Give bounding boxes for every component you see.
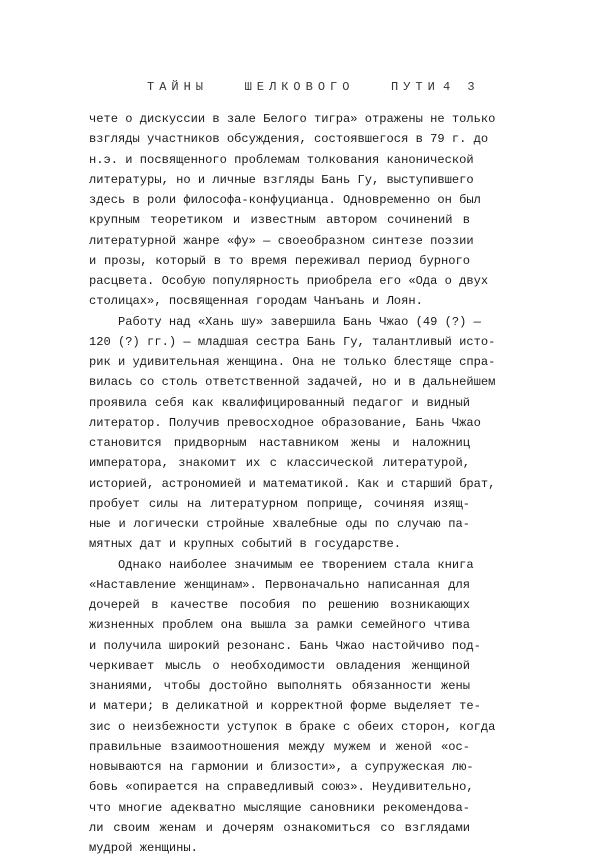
text-line: пробует силы на литературном поприще, сочиняя изящ- (89, 496, 470, 511)
body-text (89, 109, 496, 858)
text-line: ные и логически стройные хвалебные оды по случаю па- (89, 517, 470, 531)
text-line: крупным теоретиком и известным автором сочинений в (89, 213, 470, 228)
text-line: правильные взаимоотношения между мужем и женой «ос- (89, 739, 470, 754)
text-line: мятных дат и крупных событий в государстве. (89, 537, 402, 552)
text-line: новываются на гармонии и близости», а супружеская лю- (89, 760, 474, 774)
text-line: чете о дискуссии в зале Белого тигра» отражены не только (89, 112, 496, 126)
text-line: литератор. Получив превосходное образование, Бань Чжао (89, 415, 481, 430)
text-line: расцвета. Особую популярность приобрела его «Ода о двух (89, 274, 489, 288)
text-line: 120 (?) гг.) — младшая сестра Бань Гу, талантливый исто- (89, 334, 496, 349)
text-line: дочерей в качестве пособия по решению возникающих (89, 598, 470, 612)
text-line: императора, знакомит их с классической литературой, (89, 456, 470, 471)
running-head-title: ТАЙНЫ ШЕЛКОВОГО ПУТИ (147, 80, 440, 94)
text-line: зис о неизбежности уступок в браке с обеих сторон, когда (89, 719, 496, 734)
text-line: черкивает мысль о необходимости овладения женщиной (89, 658, 470, 673)
text-line: литературы, но и личные взгляды Бань Гу, выступившего (89, 172, 474, 187)
text-line: знаниями, чтобы достойно выполнять обязанности жены (89, 679, 470, 693)
text-line: и матери; в деликатной и корректной форме выделяет те- (89, 699, 481, 714)
text-line: и прозы, который в то время переживал период бурного (89, 253, 470, 268)
text-line: становится придворным наставником жены и наложниц (89, 436, 470, 450)
text-line: Однако наиболее значимым ее творением стала книга (118, 557, 474, 572)
text-line: ли своим женам и дочерям ознакомиться со взглядами (89, 820, 470, 835)
page-number: 4 3 (443, 80, 480, 94)
text-line: и получила широкий резонанс. Бань Чжао настойчиво под- (89, 638, 481, 653)
text-line: жизненных проблем она вышла за рамки семейного чтива (89, 618, 470, 633)
text-line: литературной жанре «фу» — своеобразном синтезе поэзии (89, 233, 474, 248)
text-line: мудрой женщины. (89, 841, 198, 855)
text-line: историей, астрономией и математикой. Как и старший брат, (89, 476, 496, 491)
text-line: н.э. и посвященного проблемам толкования канонической (89, 152, 474, 167)
text-line: взгляды участников обсуждения, состоявшегося в 79 г. до (89, 132, 489, 147)
text-line: бовь «опирается на справедливый союз». Неудивительно, (89, 780, 474, 795)
text-line: здесь в роли философа-конфуцианца. Одновременно он был (89, 193, 481, 207)
text-line: Работу над «Хань шу» завершила Бань Чжао (49 (?) — (118, 314, 481, 329)
text-line: рик и удивительная женщина. Она не только блестяще спра- (89, 355, 496, 369)
text-line: «Наставление женщинам». Первоначально написанная для (89, 577, 470, 592)
text-line: что многие адекватно мыслящие сановники рекомендова- (89, 800, 470, 815)
text-line: проявила себя как квалифицированный педагог и видный (89, 395, 470, 410)
text-line: столицах», посвященная городам Чанъань и Лоян. (89, 294, 423, 309)
text-line: вилась со столь ответственной задачей, но и в дальнейшем (89, 375, 496, 390)
